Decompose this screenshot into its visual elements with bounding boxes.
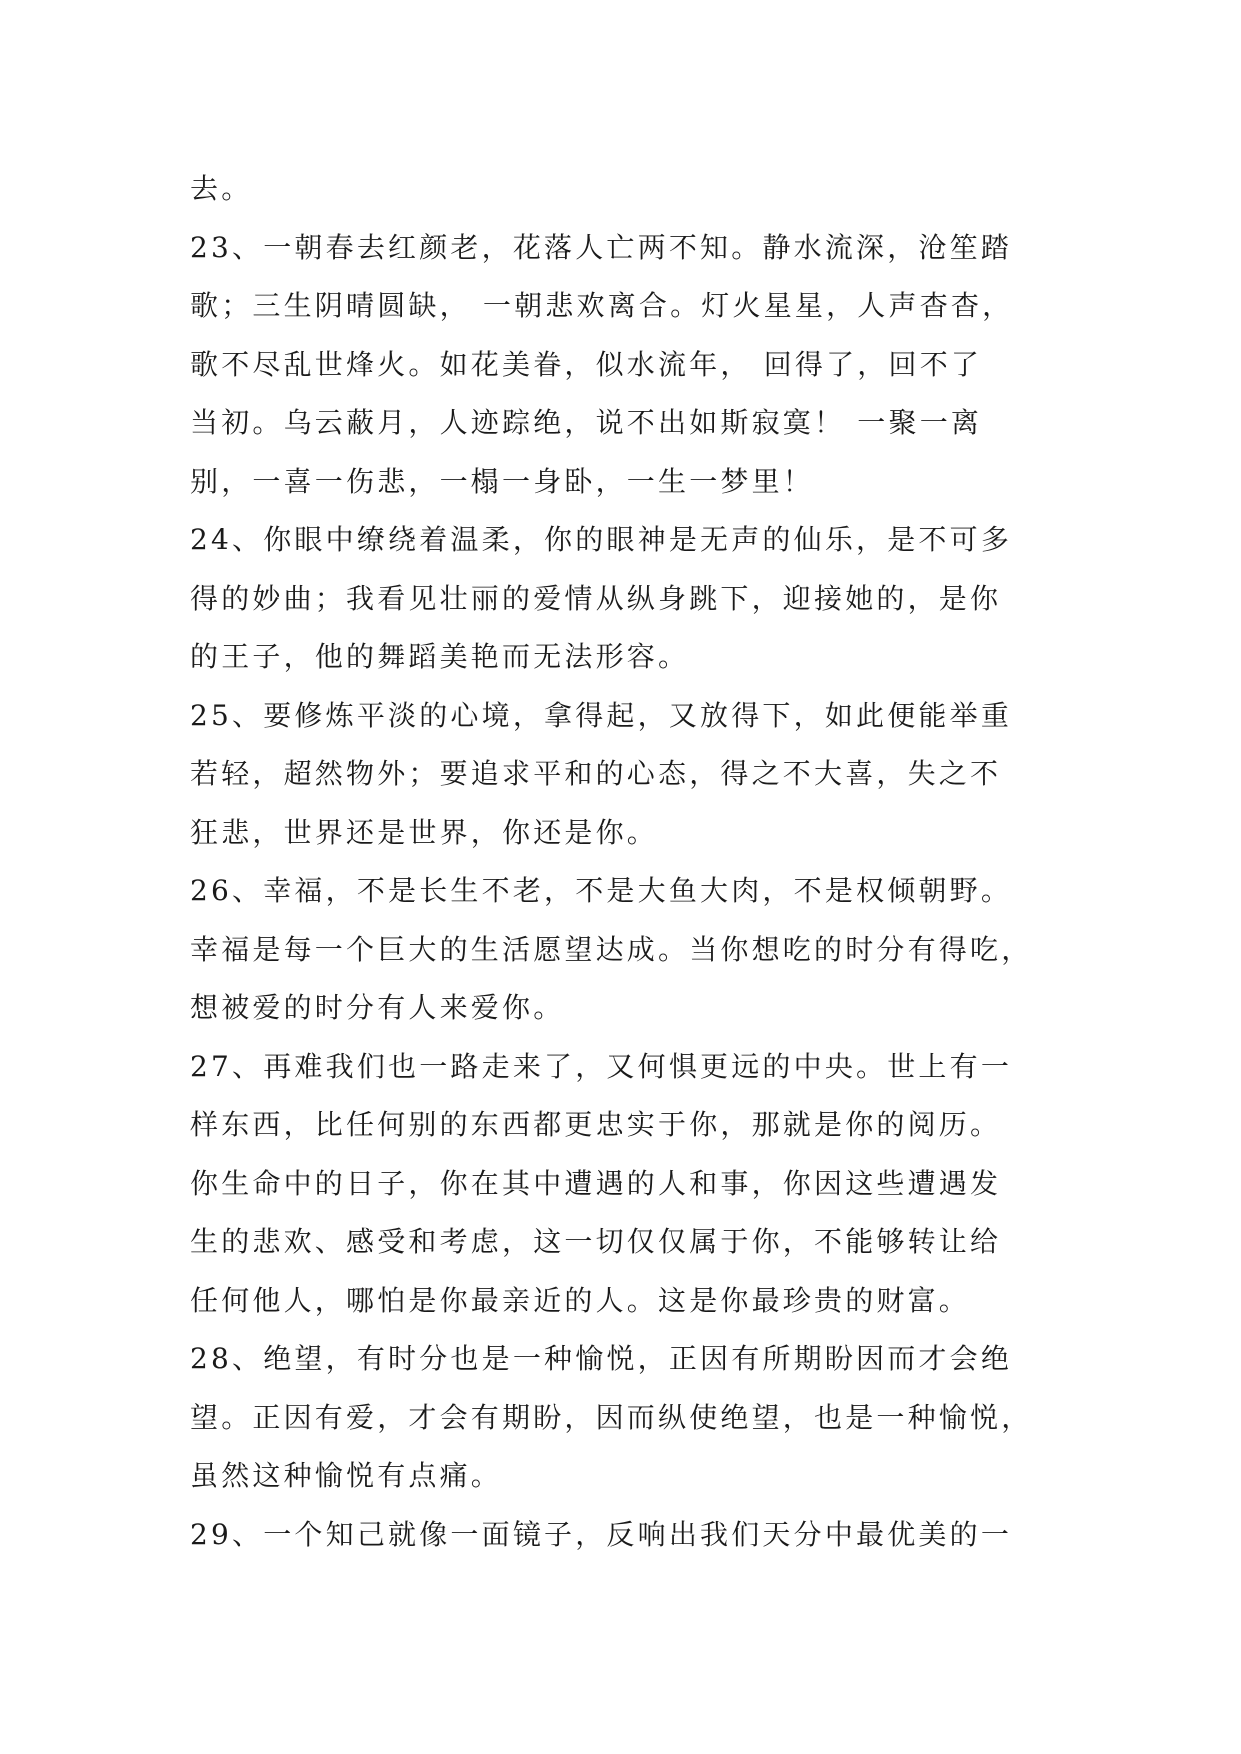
text-line: 27、再难我们也一路走来了，又何惧更远的中央。世上有一 bbox=[190, 1049, 1013, 1083]
text-line: 26、幸福，不是长生不老，不是大鱼大肉，不是权倾朝野。 bbox=[190, 874, 1013, 907]
text-line: 样东西，比任何别的东西都更忠实于你，那就是你的阅历。 bbox=[190, 1108, 1002, 1141]
text-line: 当初。乌云蔽月，人迹踪绝，说不出如斯寂寞！ 一聚一离 bbox=[190, 406, 983, 439]
text-line: 你生命中的日子，你在其中遭遇的人和事，你因这些遭遇发 bbox=[190, 1166, 1002, 1200]
text-line: 任何他人，哪怕是你最亲近的人。这是你最珍贵的财富。 bbox=[190, 1283, 971, 1317]
text-line: 歌；三生阴晴圆缺， 一朝悲欢离合。灯火星星，人声杳杳， bbox=[190, 289, 1014, 322]
text-line: 生的悲欢、感受和考虑，这一切仅仅属于你，不能够转让给 bbox=[190, 1225, 1002, 1258]
text-line: 得的妙曲；我看见壮丽的爱情从纵身跳下，迎接她的，是你 bbox=[190, 581, 1002, 615]
text-line: 28、绝望，有时分也是一种愉悦，正因有所期盼因而才会绝 bbox=[190, 1342, 1013, 1375]
text-line: 的王子，他的舞蹈美艳而无法形容。 bbox=[190, 640, 690, 673]
body-text bbox=[190, 160, 1090, 1564]
text-line: 虽然这种愉悦有点痛。 bbox=[190, 1459, 503, 1492]
text-line: 23、一朝春去红颜老，花落人亡两不知。静水流深，沧笙踏 bbox=[190, 230, 1013, 264]
text-line: 24、你眼中缭绕着温柔，你的眼神是无声的仙乐，是不可多 bbox=[190, 523, 1013, 556]
text-line: 想被爱的时分有人来爱你。 bbox=[190, 991, 565, 1024]
text-line: 25、要修炼平淡的心境，拿得起，又放得下，如此便能举重 bbox=[190, 698, 1013, 732]
text-line: 别，一喜一伤悲，一榻一身卧，一生一梦里！ bbox=[190, 464, 815, 498]
text-line: 望。正因有爱，才会有期盼，因而纵使绝望，也是一种愉悦， bbox=[190, 1400, 1033, 1434]
text-line: 29、一个知己就像一面镜子，反响出我们天分中最优美的一 bbox=[190, 1517, 1013, 1551]
text-line: 歌不尽乱世烽火。如花美眷，似水流年， 回得了，回不了 bbox=[190, 347, 983, 381]
text-line: 若轻，超然物外；要追求平和的心态，得之不大喜，失之不 bbox=[190, 757, 1002, 790]
text-line: 幸福是每一个巨大的生活愿望达成。当你想吃的时分有得吃， bbox=[190, 932, 1033, 966]
text-line: 去。 bbox=[190, 172, 253, 205]
text-line: 狂悲，世界还是世界，你还是你。 bbox=[190, 815, 659, 849]
